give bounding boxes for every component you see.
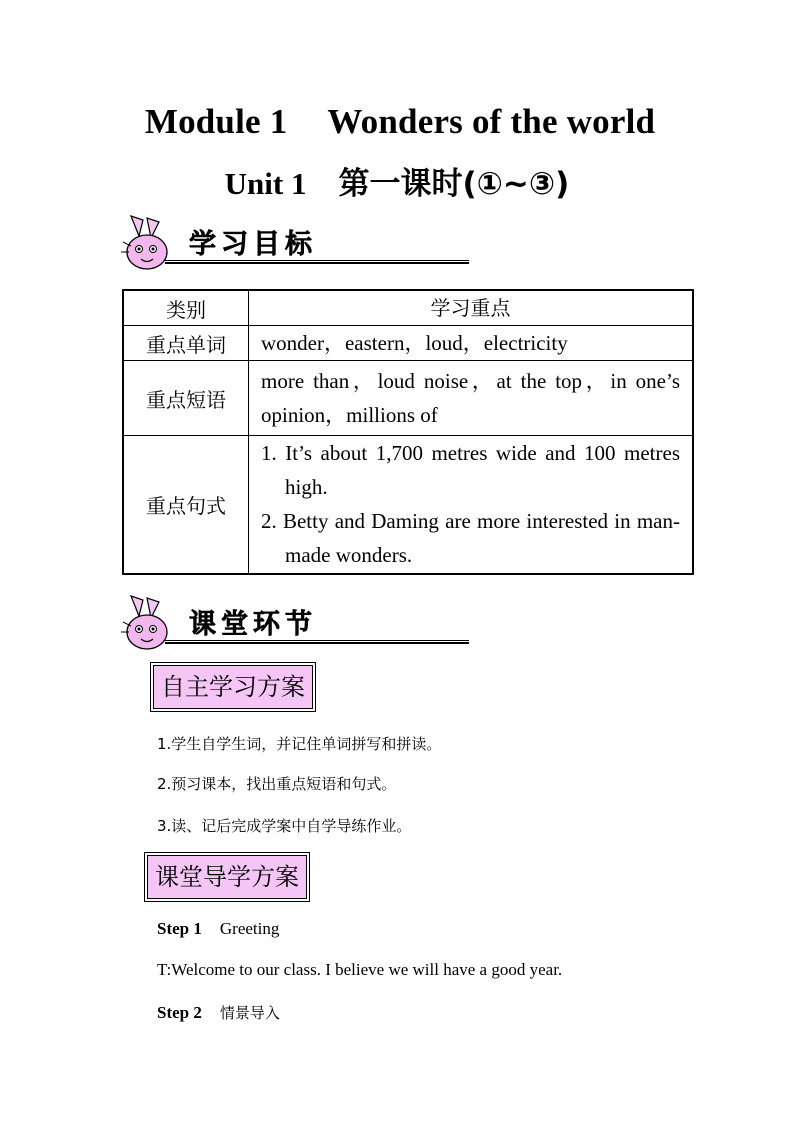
learning-goals-table [122,289,694,575]
section-heading-label: 课堂环节 [189,609,317,640]
table-row [123,436,693,574]
table-header-row [123,290,693,326]
list-item: 1.学生自学生词，并记住单词拼写和拼读。 [157,735,442,753]
list-item: 3.读、记后完成学案中自学导练作业。 [157,817,412,835]
unit-title [0,158,794,203]
cartoon-mascot-icon [117,212,177,274]
cartoon-mascot-icon [117,592,177,654]
row-content [249,436,694,574]
lesson-label: 第一课时(①~③) [338,166,570,202]
step-2 [157,1002,280,1023]
heading-underline [165,640,469,644]
module-title [0,102,794,142]
table-row [123,361,693,436]
goals-section-heading [117,212,357,274]
row-category: 重点句式 [123,436,249,574]
column-header-focus: 学习重点 [249,290,694,326]
table-row [123,326,693,361]
unit-number: Unit 1 [224,166,307,201]
sentence-item: 1. It’s about 1,700 metres wide and 100 metres high. [261,441,680,500]
step-number: Step 1 [157,919,202,938]
row-content: wonder，eastern，loud，electricity [249,326,694,361]
step-number: Step 2 [157,1003,202,1022]
step-title: 情景导入 [219,1004,280,1022]
self-study-label: 自主学习方案 [153,665,313,709]
sentence-item: 2. Betty and Daming are more interested in man-made wonders. [261,509,680,568]
row-content: more than，loud noise，at the top，in one’s opinion，millions of [249,361,694,436]
row-category: 重点单词 [123,326,249,361]
step-1 [157,919,279,939]
row-category: 重点短语 [123,361,249,436]
class-guide-label: 课堂导学方案 [147,855,307,899]
step-title: Greeting [219,919,280,938]
class-section-heading [117,592,357,654]
module-name: Wonders of the world [327,102,656,141]
column-header-category: 类别 [123,290,249,326]
heading-underline [165,260,469,264]
list-item: 2.预习课本，找出重点短语和句式。 [157,775,397,793]
section-heading-label: 学习目标 [189,229,317,260]
module-number: Module 1 [144,102,288,141]
teacher-line: T:Welcome to our class. I believe we will have a good year. [157,960,563,979]
